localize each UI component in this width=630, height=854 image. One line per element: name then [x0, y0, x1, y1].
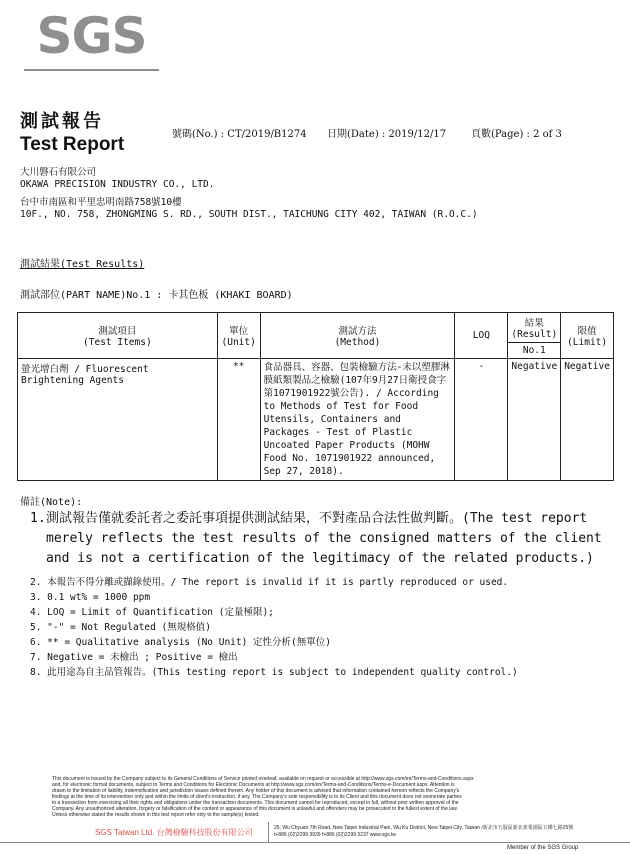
legal-line: Company. Any unauthorized alteration, forgery or falsification of the content or appearance of this document is unlawful and offenders may be prosecuted to the fullest extent of the law. — [52, 806, 458, 812]
footer-legal-text — [52, 776, 582, 818]
note-item: 5. "-" = Not Regulated (無規格值) — [30, 622, 211, 633]
part-name: 測試部位(PART NAME)No.1 : 卡其色板 (KHAKI BOARD) — [20, 290, 293, 301]
cell-unit: ** — [217, 359, 260, 481]
report-page: 頁數(Page) : 2 of 3 — [471, 129, 562, 140]
client-address-en: 10F., NO. 758, ZHONGMING S. RD., SOUTH DIST., TAICHUNG CITY 402, TAIWAN (R.O.C.) — [20, 209, 478, 220]
footer-divider — [268, 822, 269, 842]
note-1-number: 1. — [30, 511, 46, 526]
footer-address — [274, 825, 573, 839]
note-heading: 備註(Note): — [20, 497, 83, 508]
client-name-en: OKAWA PRECISION INDUSTRY CO., LTD. — [20, 179, 215, 190]
results-table — [17, 312, 614, 481]
header-unit-en: (Unit) — [221, 337, 256, 348]
header-unit — [217, 313, 260, 359]
header-limit — [561, 313, 614, 359]
table-row — [18, 359, 614, 481]
header-method-en: (Method) — [334, 337, 381, 348]
cell-method: 食品器具、容器、包裝檢驗方法-未以塑膠淋膜紙類製品之檢驗(107年9月27日衛授食字第1071901922號公告). / According to Methods of Test for Food Utensils, Containers and Packages - Test of Plastic Uncoated Paper Products (MOHW Food No. 1071901922 announced, Sep 27, 2018). — [260, 359, 455, 481]
footer-phone-line: t+886 (02)2299 3939 f+886 (02)2299 3237 www.sgs.tw — [274, 832, 397, 838]
header-loq: LOQ — [455, 313, 508, 359]
cell-result: Negative — [508, 359, 561, 481]
note-item: 4. LOQ = Limit of Quantification (定量極限); — [30, 607, 274, 618]
note-item: 7. Negative = 未檢出 ; Positive = 檢出 — [30, 652, 238, 663]
report-date: 日期(Date) : 2019/12/17 — [327, 129, 447, 140]
title-chinese: 測試報告 — [20, 111, 104, 132]
notes-list — [30, 575, 610, 680]
note-1-text: 測試報告僅就委託者之委託事項提供測試結果，不對產品合法性做判斷。(The test report merely reflects the test results of the consigned matters of the client and is not a certification of the legitimacy of the related products.) — [46, 511, 602, 566]
note-item: 8. 此用途為自主品管報告。(This testing report is subject to independent quality control.) — [30, 667, 518, 678]
header-method — [260, 313, 455, 359]
header-limit-cn: 限值 — [577, 326, 597, 337]
header-result-no: No.1 — [508, 343, 561, 359]
header-test-items — [18, 313, 218, 359]
legal-line: to a transaction from exercising all their rights and obligations under the transaction documents. This document cannot be reproduced, except in full, without prior written approval of the — [52, 800, 459, 806]
title-english: Test Report — [20, 134, 125, 155]
client-name-cn: 大川磐石有限公司 — [20, 167, 97, 178]
cell-limit: Negative — [561, 359, 614, 481]
header-limit-en: (Limit) — [567, 337, 608, 348]
client-address-cn: 台中市南區和平里忠明南路758號10樓 — [20, 197, 182, 208]
table-header-row — [18, 313, 614, 343]
legal-line: and, for electronic format documents, subject to Terms and Conditions for Electronic Documents at http://www.sgs.com/en/Terms-and-Conditions/Terms-e-Document.aspx. Attention is — [52, 782, 455, 788]
header-result — [508, 313, 561, 343]
bottom-rule — [0, 842, 630, 843]
logo-underline — [24, 69, 159, 71]
legal-line: This document is issued by the Company subject to its General Conditions of Service printed overleaf, available on request or accessible at http://www.sgs.com/en/Terms-and-Conditions.aspx — [52, 776, 474, 782]
footer-address-line: 25, Wu Chyuan 7th Road, New Taipei Industrial Park, Wu Ku District, New Taipei City, Taiwan /新北市五股區新北產業園區五權七路25號 — [274, 825, 574, 831]
test-results-heading: 測試結果(Test Results) — [20, 259, 145, 270]
report-number: 號碼(No.) : CT/2019/B1274 — [172, 129, 307, 140]
sgs-logo — [24, 9, 159, 75]
legal-line: Unless otherwise stated the results shown in this test report refer only to the sample(s) tested. — [52, 812, 260, 818]
header-item-en: (Test Items) — [83, 337, 152, 348]
note-item: 6. ** = Qualitative analysis (No Unit) 定性分析(無單位) — [30, 637, 331, 648]
legal-line: findings at the time of its intervention only and within the limits of client's instruction, if any. The Company's sole responsibility is to its Client and this document does not exonerate parties — [52, 794, 462, 800]
note-item: 3. 0.1 wt% = 1000 ppm — [30, 592, 151, 603]
header-method-cn: 測試方法 — [338, 326, 377, 337]
header-result-en: (Result) — [511, 329, 558, 340]
footer-company: SGS Taiwan Ltd. 台灣檢驗科技股份有限公司 — [95, 828, 253, 837]
note-1 — [30, 509, 620, 569]
header-unit-cn: 單位 — [229, 326, 249, 337]
header-item-cn: 測試項目 — [98, 326, 137, 337]
cell-loq: - — [455, 359, 508, 481]
legal-line: drawn to the limitation of liability, indemnification and jurisdiction issues defined therein. Any holder of this document is advised that information contained hereon reflects the Company's — [52, 788, 460, 794]
logo-text: SGS — [36, 7, 147, 65]
header-result-cn: 結果 — [524, 318, 544, 329]
note-item: 2. 本報告不得分離或擷錄使用。/ The report is invalid if it is partly reproduced or used. — [30, 577, 509, 588]
cell-item: 螢光增白劑 / Fluorescent Brightening Agents — [18, 359, 218, 481]
member-of-sgs: Member of the SGS Group — [507, 845, 579, 851]
